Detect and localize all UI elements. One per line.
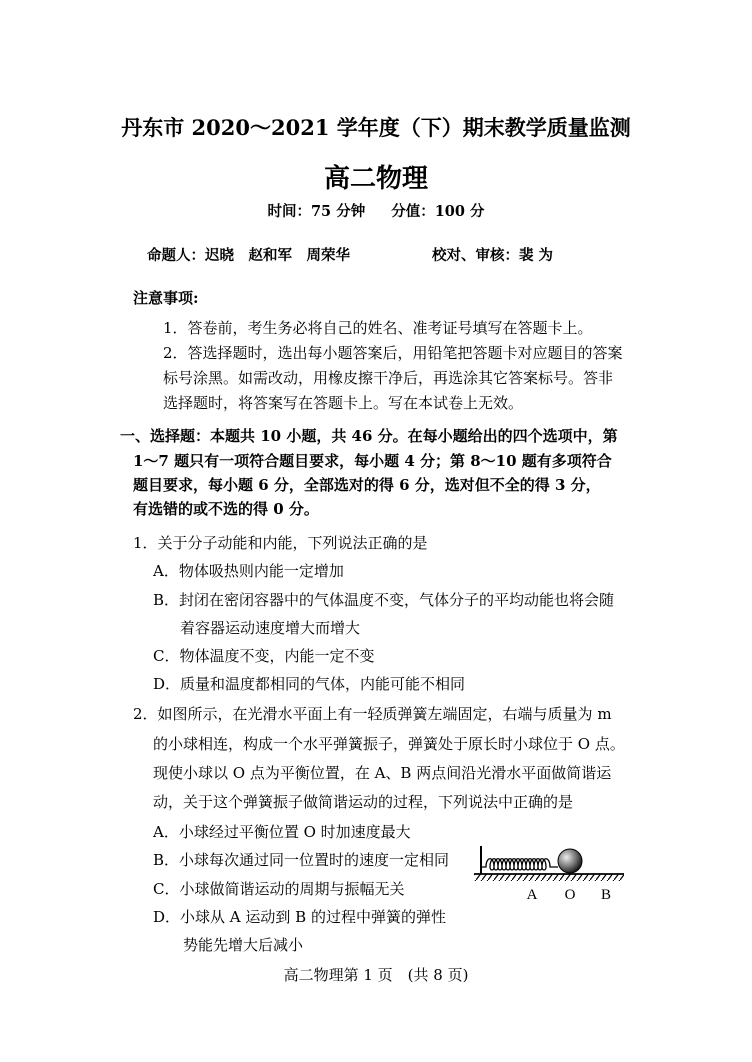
section-instruction: 1～7 题只有一项符合题目要求，每小题 4 分；第 8～10 题有多项符合	[133, 452, 612, 470]
q1-option-b-cont: 着容器运动速度增大而增大	[180, 619, 361, 637]
q2-option-d: D．小球从 A 运动到 B 的过程中弹簧的弹性	[153, 908, 446, 926]
exam-authors: 命题人：迟晓 赵和军 周荣华	[147, 247, 350, 264]
spring-diagram-svg	[470, 840, 630, 902]
notice-line: 2．答选择题时，选出每小题答案后，用铅笔把答题卡对应题目的答案	[163, 344, 623, 362]
notice-heading: 注意事项:	[133, 289, 199, 307]
section-instruction: 有选错的或不选的得 0 分。	[133, 500, 319, 518]
q1-option-c: C．物体温度不变，内能一定不变	[153, 647, 375, 665]
time-score-line	[0, 200, 752, 221]
q2-stem: 动，关于这个弹簧振子做简谐运动的过程，下列说法中正确的是	[153, 793, 574, 811]
exam-reviewers: 校对、审核：裴 为	[432, 247, 554, 264]
q2-option-a: A．小球经过平衡位置 O 时加速度最大	[153, 823, 411, 841]
section-instruction: 题目要求，每小题 6 分，全部选对的得 6 分，选对但不全的得 3 分，	[133, 476, 601, 494]
label-a: A	[526, 887, 538, 902]
label-b: B	[600, 887, 612, 902]
notice-line: 选择题时，将答案写在答题卡上。写在本试卷上无效。	[163, 394, 524, 412]
q2-option-b: B．小球每次通过同一位置时的速度一定相同	[153, 851, 450, 869]
q2-stem: 的小球相连，构成一个水平弹簧振子，弹簧处于原长时小球位于 O 点。	[153, 735, 625, 753]
q2-option-d-cont: 势能先增大后减小	[183, 936, 304, 954]
q1-option-d: D．质量和温度都相同的气体，内能可能不相同	[153, 675, 466, 693]
ground-hatch	[474, 874, 624, 881]
q1-stem: 1．关于分子动能和内能，下列说法正确的是	[133, 534, 428, 552]
section-instruction: 一、选择题：本题共 10 小题，共 46 分。在每小题给出的四个选项中，第	[120, 427, 618, 445]
exam-score: 分值：100 分	[391, 203, 485, 220]
q2-stem: 现使小球以 O 点为平衡位置，在 A、B 两点间沿光滑水平面做简谐运	[153, 764, 612, 782]
exam-title: 丹东市 2020～2021 学年度（下）期末教学质量监测	[121, 115, 631, 140]
spring-oscillator-diagram	[470, 840, 630, 906]
notice-line: 1．答卷前，考生务必将自己的姓名、准考证号填写在答题卡上。	[163, 319, 593, 337]
exam-time: 时间：75 分钟	[267, 203, 366, 220]
spring	[481, 859, 558, 870]
page-footer: 高二物理第 1 页 (共 8 页)	[283, 966, 469, 984]
label-o: O	[564, 887, 576, 902]
ball	[558, 849, 582, 873]
exam-subject: 高二物理	[323, 164, 428, 194]
q1-option-b: B．封闭在密闭容器中的气体温度不变，气体分子的平均动能也将会随	[153, 591, 615, 609]
q1-option-a: A．物体吸热则内能一定增加	[153, 562, 344, 580]
notice-line: 标号涂黑。如需改动，用橡皮擦干净后，再选涂其它答案标号。答非	[163, 369, 614, 387]
q2-option-c: C．小球做简谐运动的周期与振幅无关	[153, 880, 405, 898]
q2-stem: 2．如图所示，在光滑水平面上有一轻质弹簧左端固定，右端与质量为 m	[133, 705, 612, 723]
